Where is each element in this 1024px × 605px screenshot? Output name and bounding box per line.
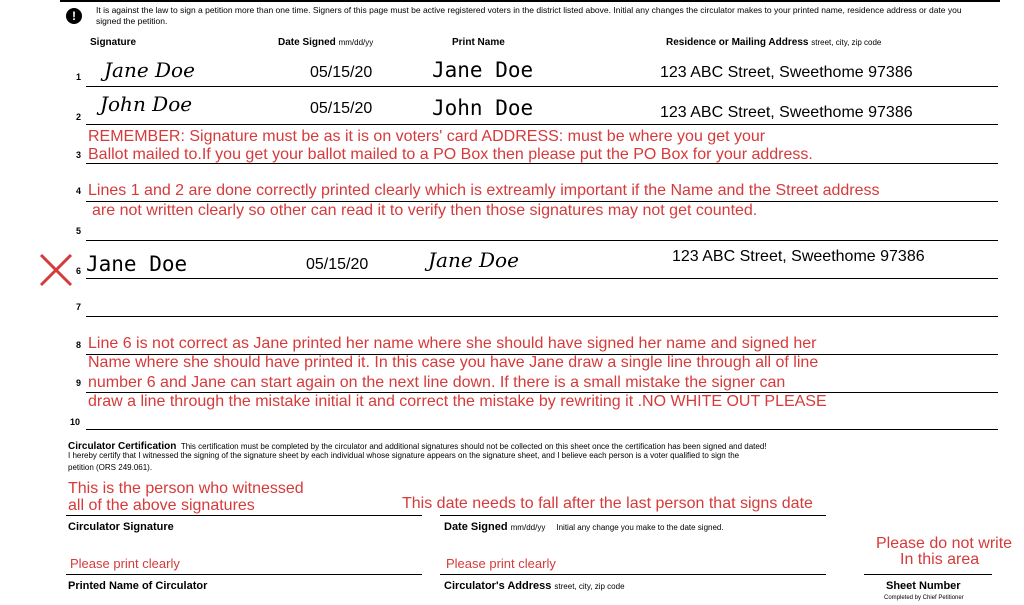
line-number: 7: [76, 302, 82, 312]
row2-signature: John Doe: [100, 92, 193, 116]
row1-date: 05/15/20: [310, 64, 373, 81]
annotation-witness-2: all of the above signatures: [68, 497, 255, 514]
certification-text-2: petition (ORS 249.061).: [68, 463, 153, 472]
line-number: 2: [76, 112, 82, 122]
annotation-do-not-write-2: In this area: [900, 551, 980, 568]
sheet-number-hint: Completed by Chief Petitioner: [884, 595, 964, 601]
red-x-mark-icon: [38, 252, 74, 288]
row2-print-name: John Doe: [432, 96, 534, 120]
annotation-do-not-write-1: Please do not write: [876, 535, 1013, 552]
address-line: [440, 574, 826, 575]
annotation-print-clearly-name: Please print clearly: [70, 556, 180, 571]
signature-line: [66, 515, 422, 516]
annotation-remember-2: Ballot mailed to.If you get your ballot mailed to a PO Box then please put the PO Box for your address.: [88, 146, 813, 163]
annotation-line6-4: draw a line through the mistake initial it and correct the mistake by rewriting it .NO WHITE OUT PLEASE: [88, 393, 827, 410]
label-printed-name: Printed Name of Circulator: [68, 580, 208, 592]
annotation-lines12-1: Lines 1 and 2 are done correctly printed clearly which is extreamly important if the Name and the Street address: [88, 182, 880, 199]
row-line: [86, 163, 998, 164]
label-circulator-address: Circulator's Address street, city, zip code: [444, 580, 625, 592]
row1-address: 123 ABC Street, Sweethome 97386: [660, 64, 913, 81]
header-date-signed: Date Signed mm/dd/yy: [278, 37, 374, 48]
row-line: [86, 278, 998, 279]
line-number: 1: [76, 72, 82, 82]
annotation-date-note: This date needs to fall after the last person that signs date: [402, 495, 813, 512]
row-line: [86, 316, 998, 317]
header-print-name: Print Name: [452, 37, 505, 48]
exclamation-icon: !: [66, 8, 82, 24]
row-line: [86, 86, 998, 87]
line-number: 8: [76, 340, 82, 350]
certification-text-1: I hereby certify that I witnessed the signing of the signature sheet by each individual whose signature appears on the signature sheet, and I believe each person is a voter qualified to sign the: [68, 451, 740, 460]
row1-print-name: Jane Doe: [432, 58, 534, 82]
label-circulator-signature: Circulator Signature: [68, 521, 174, 533]
line-number: 3: [76, 150, 82, 160]
row6-signature: Jane Doe: [86, 252, 188, 276]
sheet-number-line: [864, 574, 992, 575]
date-line: [440, 515, 826, 516]
row6-date: 05/15/20: [306, 256, 369, 273]
annotation-print-clearly-address: Please print clearly: [446, 556, 556, 571]
row2-date: 05/15/20: [310, 100, 373, 117]
row6-print-name: Jane Doe: [428, 248, 519, 272]
annotation-lines12-2: are not written clearly so other can read it to verify then those signatures may not get counted.: [92, 202, 758, 219]
annotation-line6-3: number 6 and Jane can start again on the next line down. If there is a small mistake the signer can: [88, 374, 786, 391]
line-number: 6: [76, 266, 82, 276]
line-number: 5: [76, 226, 82, 236]
line-number: 4: [76, 186, 82, 196]
certification-heading: Circulator Certification This certification must be completed by the circulator and additional signatures should not be collected on this sheet once the certification has been signed and dated!: [68, 441, 767, 452]
row6-address: 123 ABC Street, Sweethome 97386: [672, 248, 925, 265]
row-line: [86, 429, 998, 430]
warning-text: It is against the law to sign a petition more than one time. Signers of this page must be active registered voters in the district listed above. Initial any changes the circulator makes to your printed name, residence address or date you signed the petition.: [96, 5, 962, 26]
label-sheet-number: Sheet Number: [886, 580, 961, 592]
label-date-signed: Date Signed mm/dd/yy Initial any change you make to the date signed.: [444, 521, 724, 533]
annotation-line6-1: Line 6 is not correct as Jane printed her name where she should have signed her name and signed her: [88, 335, 817, 352]
row2-address: 123 ABC Street, Sweethome 97386: [660, 104, 913, 121]
header-address: Residence or Mailing Address street, city, zip code: [666, 37, 882, 48]
annotation-witness-1: This is the person who witnessed: [68, 480, 304, 497]
row-line: [86, 124, 998, 125]
annotation-remember-1: REMEMBER: Signature must be as it is on voters' card ADDRESS: must be where you get your: [88, 128, 766, 145]
line-number: 10: [70, 417, 81, 427]
top-border: [60, 0, 1000, 2]
row-line: [86, 240, 998, 241]
header-signature: Signature: [90, 37, 137, 48]
annotation-line6-2: Name where she should have printed it. In this case you have Jane draw a single line through all of line: [88, 354, 819, 371]
row1-signature: Jane Doe: [104, 58, 195, 82]
line-number: 9: [76, 378, 82, 388]
printed-name-line: [66, 574, 422, 575]
